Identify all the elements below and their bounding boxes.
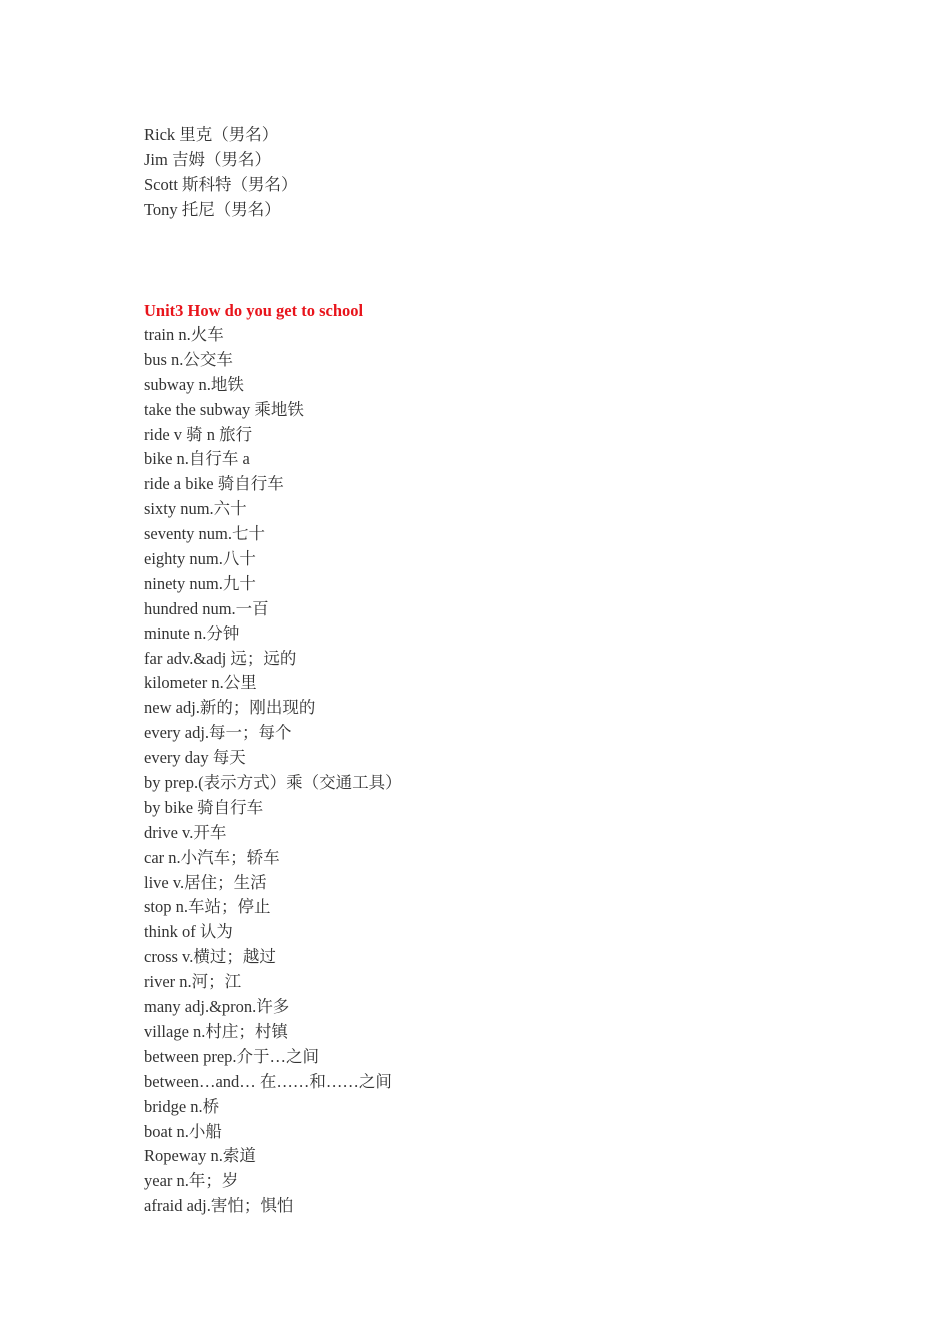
vocab-entry: sixty num.六十 [144,499,247,519]
vocab-entry: new adj.新的；刚出现的 [144,698,316,718]
vocab-entry: cross v.横过；越过 [144,947,276,967]
name-entry: Tony 托尼（男名） [144,199,281,219]
vocab-entry: hundred num.一百 [144,598,269,618]
vocab-entry: seventy num.七十 [144,524,265,544]
vocabulary-list [144,323,402,1219]
vocab-entry: bike n.自行车 a [144,449,250,469]
vocab-entry: river n.河；江 [144,972,242,992]
vocab-entry: minute n.分钟 [144,623,240,643]
vocab-entry: every day 每天 [144,748,246,768]
vocab-entry: think of 认为 [144,922,233,942]
vocab-entry: train n.火车 [144,325,224,344]
vocab-entry: many adj.&pron.许多 [144,997,290,1017]
name-entry: Jim 吉姆（男名） [144,149,271,169]
vocab-entry: bus n.公交车 [144,349,233,369]
vocab-entry: between prep.介于…之间 [144,1046,320,1066]
vocab-entry: ride a bike 骑自行车 [144,474,284,494]
vocab-entry: car n.小汽车；轿车 [144,847,280,867]
vocab-entry: stop n.车站；停止 [144,897,271,917]
vocab-entry: far adv.&adj 远；远的 [144,648,297,668]
vocab-entry: ninety num.九十 [144,573,256,593]
vocab-entry: by bike 骑自行车 [144,797,264,817]
vocab-entry: bridge n.桥 [144,1096,220,1116]
vocab-entry: subway n.地铁 [144,374,244,394]
vocab-entry: year n.年；岁 [144,1171,239,1191]
vocab-entry: afraid adj.害怕；惧怕 [144,1196,294,1216]
vocab-entry: kilometer n.公里 [144,673,257,693]
vocab-entry: between…and… 在……和……之间 [144,1071,392,1091]
name-entry: Rick 里克（男名） [144,125,279,144]
vocab-entry: by prep.(表示方式）乘（交通工具） [144,773,402,793]
unit-section [144,298,402,1219]
name-list [144,123,298,223]
vocab-entry: ride v 骑 n 旅行 [144,424,253,444]
vocab-entry: boat n.小船 [144,1121,222,1141]
vocab-entry: every adj.每一；每个 [144,723,292,743]
vocab-entry: live v.居住；生活 [144,872,267,892]
vocab-entry: take the subway 乘地铁 [144,399,304,419]
vocab-entry: Ropeway n.索道 [144,1146,256,1166]
vocab-entry: eighty num.八十 [144,549,256,569]
name-entry: Scott 斯科特（男名） [144,174,298,194]
vocab-entry: drive v.开车 [144,822,227,842]
unit-title: Unit3 How do you get to school [144,301,364,320]
vocab-entry: village n.村庄；村镇 [144,1021,288,1041]
